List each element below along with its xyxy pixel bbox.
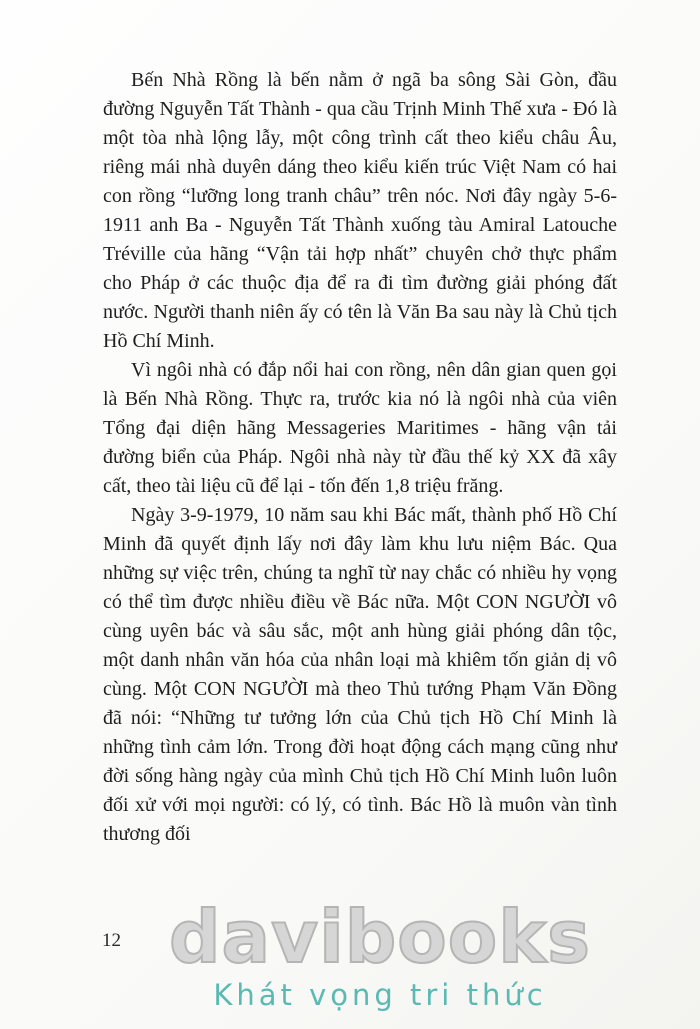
- paragraph-1: Bến Nhà Rồng là bến nằm ở ngã ba sông Sài Gòn, đầu đường Nguyễn Tất Thành - qua cầu Trịnh Minh Thế xưa - Đó là một tòa nhà lộng lẫy, một công trình cất theo kiểu châu Âu, riêng mái nhà duyên dáng theo kiểu kiến trúc Việt Nam có hai con rồng “lưỡng long tranh châu” trên nóc. Nơi đây ngày 5-6-1911 anh Ba - Nguyễn Tất Thành xuống tàu Amiral Latouche Tréville của hãng “Vận tải hợp nhất” chuyên chở thực phẩm cho Pháp ở các thuộc địa để ra đi tìm đường giải phóng đất nước. Người thanh niên ấy có tên là Văn Ba sau này là Chủ tịch Hồ Chí Minh.: [103, 69, 617, 352]
- watermark-logo-text: davibooks: [169, 895, 591, 979]
- paragraph-2: Vì ngôi nhà có đắp nổi hai con rồng, nên dân gian quen gọi là Bến Nhà Rồng. Thực ra, trước kia nó là ngôi nhà của viên Tổng đại diện hãng Messageries Maritimes - hãng vận tải đường biển của Pháp. Ngôi nhà này từ đầu thế kỷ XX đã xây cất, theo tài liệu cũ để lại - tốn đến 1,8 triệu frăng.: [103, 359, 617, 497]
- publisher-watermark: [60, 895, 700, 1012]
- watermark-tagline: Khát vọng tri thức: [213, 978, 547, 1012]
- paragraph-3: Ngày 3-9-1979, 10 năm sau khi Bác mất, thành phố Hồ Chí Minh đã quyết định lấy nơi đây làm khu lưu niệm Bác. Qua những sự việc trên, chúng ta nghĩ từ nay chắc có nhiều hy vọng có thể tìm được nhiều điều về Bác nữa. Một CON NGƯỜI vô cùng uyên bác và sâu sắc, một anh hùng giải phóng dân tộc, một danh nhân văn hóa của nhân loại mà khiêm tốn giản dị vô cùng. Một CON NGƯỜI mà theo Thủ tướng Phạm Văn Đồng đã nói: “Những tư tưởng lớn của Chủ tịch Hồ Chí Minh là những tình cảm lớn. Trong đời hoạt động cách mạng cũng như đời sống hàng ngày của mình Chủ tịch Hồ Chí Minh luôn luôn đối xử với mọi người: có lý, có tình. Bác Hồ là muôn vàn tình thương đối: [103, 504, 617, 845]
- page-text-block: [103, 66, 617, 849]
- page-number: 12: [102, 930, 121, 951]
